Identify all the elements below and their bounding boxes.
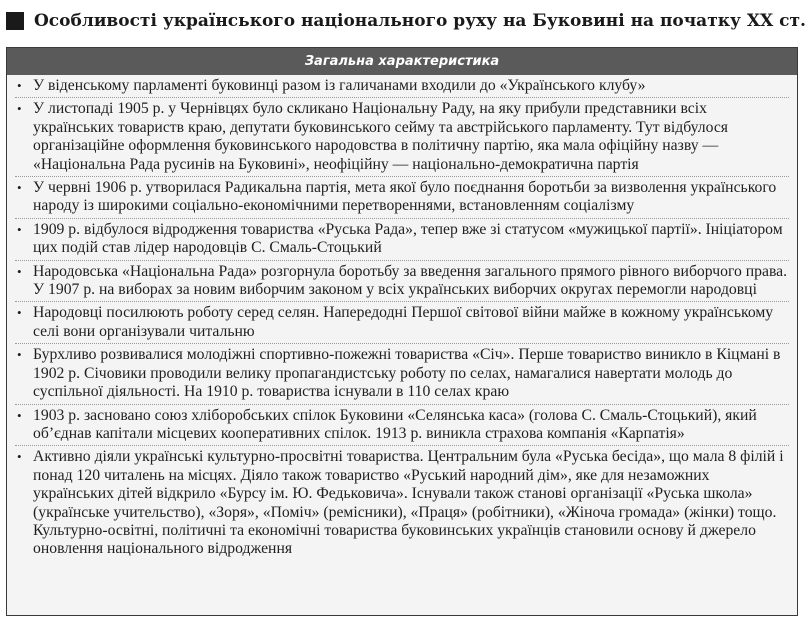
bullet-icon: • <box>17 449 22 465</box>
list-item <box>15 179 789 219</box>
list-item-text: 1909 р. відбулося відродження товариства «Руська Рада», тепер вже зі статусом «мужицької партії». Ініціатором цих подій став лідер народовців С. Смаль-Стоцький <box>33 220 783 257</box>
bullet-icon: • <box>17 78 22 93</box>
list-item-text: Бурхливо розвивалися молодіжні спортивно-пожежні товариства «Січ». Перше товариство виникло в Кіцмані в 1902 р. Січовики проводили велику пропагандистську роботу по селах, намагалися навертати молодь до суспільної діяльності. На 1910 р. товариства існували в 110 селах краю <box>33 346 781 401</box>
bullet-icon: • <box>17 305 22 321</box>
list-item <box>15 100 789 177</box>
section-heading <box>6 6 806 36</box>
bullet-icon: • <box>17 101 22 117</box>
page-title: Особливості українського національного руху на Буковині на початку XX ст. <box>34 11 806 31</box>
list-item <box>15 77 789 98</box>
list-item-text: У листопаді 1905 р. у Чернівцях було скликано Національну Раду, на яку прибули представники всіх українських товариств краю, депутати буковинського сейму та австрійського парламенту. Тут відбулося організаційне оформлення буковинського народовства в політичну партію, яка мала офіційну назву — «Національна Рада русинів на Буковині», неофіційну — національно-демократична партія <box>33 100 729 173</box>
bullet-icon: • <box>17 347 22 363</box>
characteristics-table <box>6 47 798 616</box>
list-item <box>15 221 789 261</box>
list-item <box>15 263 789 303</box>
list-item <box>15 448 789 560</box>
list-item-text: У червні 1906 р. утворилася Радикальна партія, мета якої було поєднання боротьби за визволення українського народу із широкими соціально-економічними перетвореннями, встановленням соціалізму <box>33 179 777 215</box>
bullet-icon: • <box>17 221 22 237</box>
table-header: Загальна характеристика <box>7 48 797 75</box>
bullet-icon: • <box>17 407 22 423</box>
list-item <box>15 346 789 404</box>
list-item <box>15 407 789 447</box>
list-item-text: Народовці посилюють роботу серед селян. Напередодні Першої світової війни майже в кожному українському селі вони організували читальню <box>33 304 774 340</box>
list-item <box>15 304 789 344</box>
list-item-text: Народовська «Національна Рада» розгорнула боротьбу за введення загального прямого рівного виборчого права. У 1907 р. на виборах за новим виборчим законом у всіх українських виборчих округах перемогли народовці <box>33 262 788 299</box>
characteristics-list <box>7 75 797 561</box>
bullet-icon: • <box>17 180 22 196</box>
list-item-text: 1903 р. засновано союз хліборобських спілок Буковини «Селянська каса» (голова С. Смаль-Стоцький), який об’єднав капітали місцевих кооперативних спілок. 1913 р. виникла страхова компанія «Карпатія» <box>33 406 757 442</box>
list-item-text: Активно діяли українські культурно-просвітні товариства. Центральним була «Руська бесіда», що мала 8 філій і понад 120 читалень на місцях. Діяло також товариство «Руський народний дім», яке для незаможних українських дітей відкрило «Бурсу ім. Ю. Федьковича». Існували також станові організації «Руська школа» (українське учительство), «Зоря», «Поміч» (ремісники), «Праця» (робітники), «Жіноча громада» (жінки) тощо. Культурно-освітні, політичні та економічні товариства буковинських українців становили основу й джерело оновлення національного відродження <box>33 448 784 558</box>
heading-square-marker <box>6 12 24 30</box>
list-item-text: У віденському парламенті буковинці разом із галичанами входили до «Українського клубу» <box>33 77 646 94</box>
bullet-icon: • <box>17 263 22 279</box>
